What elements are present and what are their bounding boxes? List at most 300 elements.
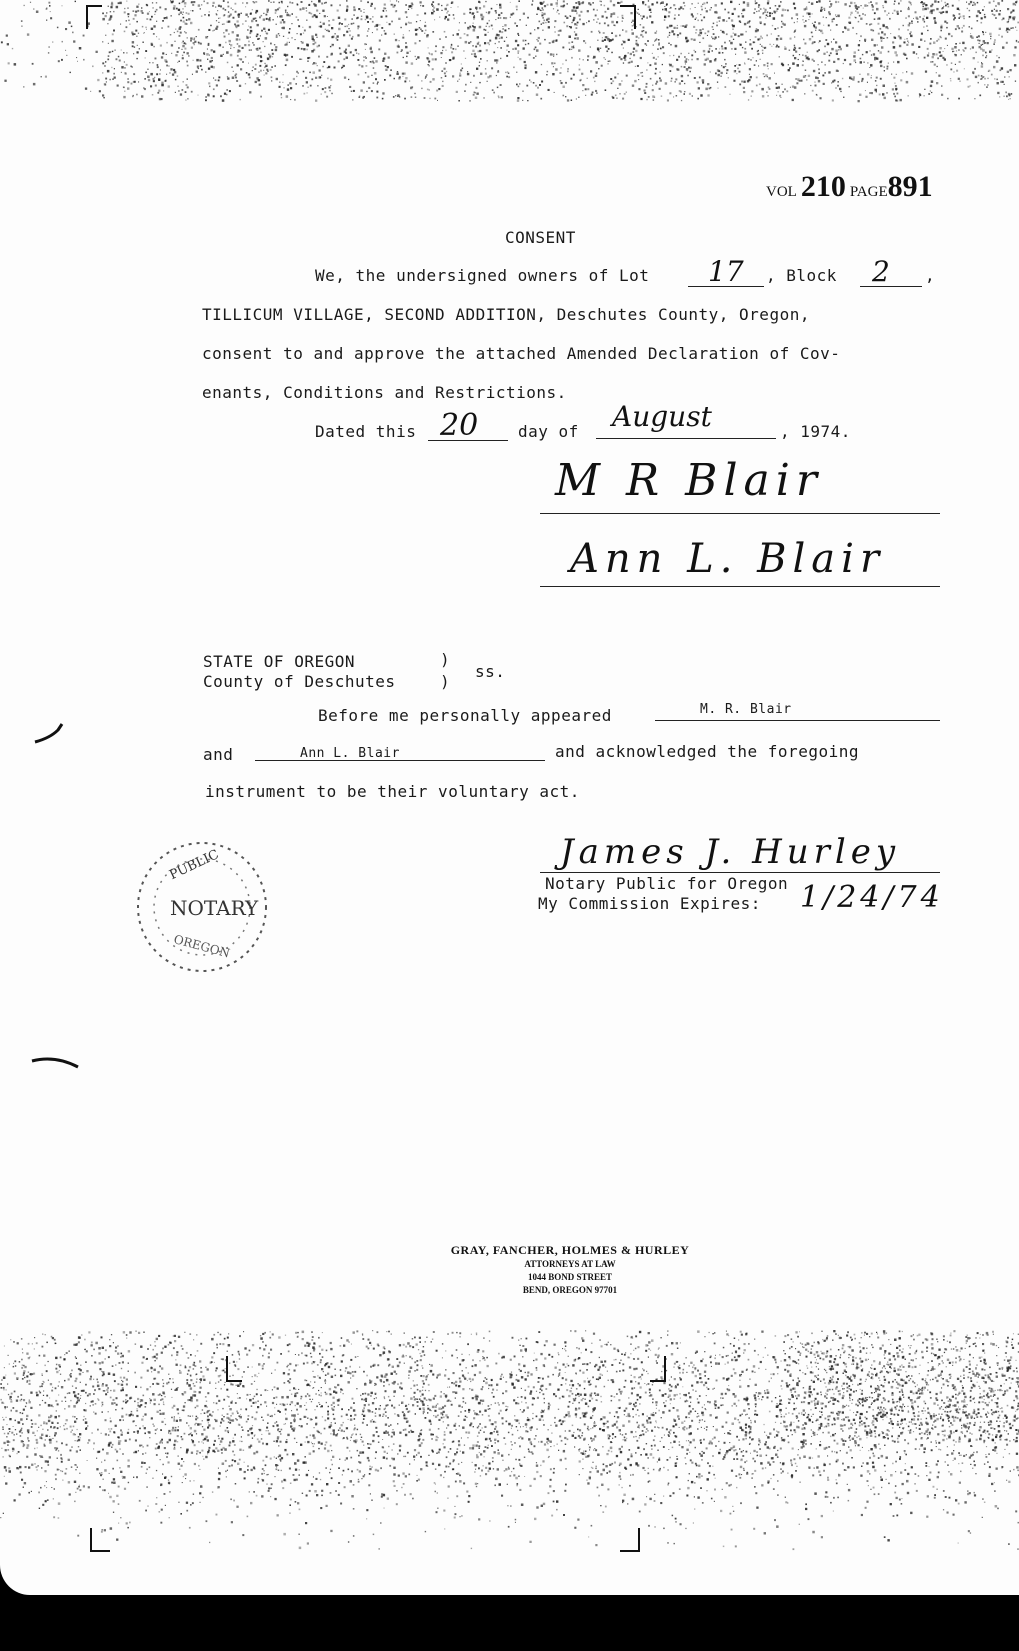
noise-speck bbox=[963, 1426, 964, 1427]
noise-speck bbox=[201, 69, 203, 71]
noise-speck bbox=[317, 65, 318, 66]
noise-speck bbox=[449, 1387, 450, 1388]
noise-speck bbox=[483, 1357, 485, 1359]
noise-speck bbox=[576, 1347, 577, 1348]
noise-speck bbox=[764, 1390, 765, 1391]
noise-speck bbox=[645, 4, 647, 6]
noise-speck bbox=[756, 1507, 758, 1509]
noise-speck bbox=[916, 53, 917, 54]
noise-speck bbox=[146, 1358, 148, 1360]
noise-speck bbox=[111, 1482, 113, 1484]
noise-speck bbox=[724, 42, 726, 44]
noise-speck bbox=[912, 1381, 914, 1383]
noise-speck bbox=[622, 1363, 624, 1365]
noise-speck bbox=[963, 25, 965, 27]
noise-speck bbox=[327, 16, 328, 17]
noise-speck bbox=[465, 58, 466, 59]
noise-speck bbox=[199, 1469, 200, 1470]
noise-speck bbox=[301, 1, 303, 3]
noise-speck bbox=[700, 14, 701, 15]
noise-speck bbox=[661, 1417, 662, 1418]
noise-speck bbox=[405, 42, 407, 44]
noise-speck bbox=[475, 1464, 477, 1466]
noise-speck bbox=[534, 49, 536, 51]
noise-speck bbox=[992, 1440, 994, 1442]
noise-speck bbox=[481, 16, 482, 17]
noise-speck bbox=[564, 22, 566, 24]
noise-speck bbox=[75, 1387, 77, 1389]
noise-speck bbox=[672, 66, 674, 68]
noise-speck bbox=[77, 1488, 79, 1490]
noise-speck bbox=[254, 2, 256, 4]
noise-speck bbox=[869, 24, 871, 26]
noise-speck bbox=[297, 33, 298, 34]
noise-speck bbox=[967, 1417, 969, 1419]
noise-speck bbox=[772, 25, 773, 26]
noise-speck bbox=[182, 8, 183, 9]
noise-speck bbox=[50, 17, 52, 19]
noise-speck bbox=[213, 66, 215, 68]
noise-speck bbox=[860, 1360, 863, 1363]
noise-speck bbox=[133, 10, 135, 12]
noise-speck bbox=[1000, 69, 1002, 71]
noise-speck bbox=[140, 1377, 142, 1379]
noise-speck bbox=[414, 1459, 415, 1460]
noise-speck bbox=[471, 1334, 472, 1335]
noise-speck bbox=[431, 53, 433, 55]
noise-speck bbox=[23, 1446, 25, 1448]
noise-speck bbox=[997, 1431, 999, 1433]
noise-speck bbox=[260, 55, 262, 57]
noise-speck bbox=[203, 1439, 205, 1441]
noise-speck bbox=[662, 1394, 665, 1397]
noise-speck bbox=[314, 1427, 315, 1428]
noise-speck bbox=[603, 57, 604, 58]
noise-speck bbox=[548, 1354, 550, 1356]
noise-speck bbox=[478, 51, 480, 53]
noise-speck bbox=[832, 1389, 833, 1390]
noise-speck bbox=[911, 1375, 912, 1376]
noise-speck bbox=[695, 32, 696, 33]
noise-speck bbox=[465, 22, 466, 23]
noise-speck bbox=[686, 58, 688, 60]
noise-speck bbox=[1001, 1411, 1003, 1413]
noise-speck bbox=[623, 41, 625, 43]
noise-speck bbox=[488, 11, 490, 13]
noise-speck bbox=[829, 1360, 832, 1363]
noise-speck bbox=[472, 25, 473, 26]
noise-speck bbox=[235, 1402, 237, 1404]
noise-speck bbox=[538, 37, 540, 39]
noise-speck bbox=[370, 5, 372, 7]
noise-speck bbox=[815, 30, 816, 31]
noise-speck bbox=[947, 1341, 948, 1342]
noise-speck bbox=[1016, 1381, 1018, 1383]
noise-speck bbox=[497, 87, 499, 89]
noise-speck bbox=[699, 42, 700, 43]
noise-speck bbox=[749, 1431, 751, 1433]
noise-speck bbox=[206, 1411, 208, 1413]
noise-speck bbox=[221, 1418, 222, 1419]
noise-speck bbox=[432, 58, 434, 60]
noise-speck bbox=[976, 1439, 978, 1441]
noise-speck bbox=[714, 59, 716, 61]
noise-speck bbox=[16, 1467, 18, 1469]
noise-speck bbox=[995, 1446, 997, 1448]
noise-speck bbox=[385, 65, 387, 67]
noise-speck bbox=[950, 78, 951, 79]
noise-speck bbox=[149, 11, 150, 12]
noise-speck bbox=[987, 84, 988, 85]
noise-speck bbox=[970, 1, 972, 3]
noise-speck bbox=[131, 66, 133, 68]
noise-speck bbox=[397, 96, 398, 97]
noise-speck bbox=[855, 17, 856, 18]
noise-speck bbox=[971, 37, 973, 39]
noise-speck bbox=[73, 1426, 75, 1428]
noise-speck bbox=[474, 17, 475, 18]
noise-speck bbox=[293, 1419, 295, 1421]
noise-speck bbox=[870, 77, 872, 79]
noise-speck bbox=[953, 1431, 955, 1433]
noise-speck bbox=[102, 41, 103, 42]
noise-speck bbox=[388, 1358, 390, 1360]
noise-speck bbox=[809, 2, 810, 3]
noise-speck bbox=[524, 61, 526, 63]
noise-speck bbox=[820, 10, 822, 12]
noise-speck bbox=[317, 85, 318, 86]
noise-speck bbox=[629, 58, 630, 59]
noise-speck bbox=[805, 1503, 807, 1505]
noise-speck bbox=[528, 43, 530, 45]
noise-speck bbox=[72, 1416, 74, 1418]
noise-speck bbox=[371, 90, 373, 92]
noise-speck bbox=[956, 50, 957, 51]
noise-speck bbox=[775, 1422, 776, 1423]
noise-speck bbox=[788, 64, 789, 65]
noise-speck bbox=[421, 88, 422, 89]
noise-speck bbox=[111, 1447, 112, 1448]
noise-speck bbox=[404, 1418, 406, 1420]
noise-speck bbox=[760, 1361, 762, 1363]
noise-speck bbox=[455, 1398, 456, 1399]
noise-speck bbox=[405, 23, 407, 25]
noise-speck bbox=[229, 44, 230, 45]
noise-speck bbox=[510, 2, 511, 3]
noise-speck bbox=[806, 1392, 807, 1393]
noise-speck bbox=[675, 8, 677, 10]
noise-speck bbox=[465, 84, 467, 86]
noise-speck bbox=[595, 90, 597, 92]
noise-speck bbox=[530, 1390, 532, 1392]
noise-speck bbox=[665, 8, 668, 11]
noise-speck bbox=[542, 12, 544, 14]
noise-speck bbox=[122, 1355, 124, 1357]
noise-speck bbox=[582, 1372, 584, 1374]
noise-speck bbox=[921, 1424, 923, 1426]
noise-speck bbox=[62, 41, 64, 43]
noise-speck bbox=[580, 11, 582, 13]
noise-speck bbox=[600, 4, 602, 6]
noise-speck bbox=[778, 91, 779, 92]
noise-speck bbox=[600, 48, 601, 49]
noise-speck bbox=[524, 67, 526, 69]
noise-speck bbox=[947, 1512, 949, 1514]
noise-speck bbox=[71, 1370, 73, 1372]
noise-speck bbox=[291, 1428, 293, 1430]
noise-speck bbox=[974, 1397, 975, 1398]
noise-speck bbox=[700, 94, 702, 96]
noise-speck bbox=[1004, 76, 1005, 77]
noise-speck bbox=[840, 91, 841, 92]
noise-speck bbox=[351, 23, 353, 25]
noise-speck bbox=[998, 1430, 1001, 1433]
noise-speck bbox=[939, 55, 941, 57]
noise-speck bbox=[876, 8, 879, 10]
noise-speck bbox=[311, 1483, 313, 1485]
noise-speck bbox=[782, 1463, 784, 1465]
noise-speck bbox=[882, 1385, 884, 1387]
noise-speck bbox=[482, 1358, 484, 1360]
noise-speck bbox=[361, 1478, 362, 1479]
noise-speck bbox=[705, 88, 708, 91]
noise-speck bbox=[862, 1405, 864, 1407]
noise-speck bbox=[187, 52, 189, 54]
noise-speck bbox=[885, 26, 887, 28]
noise-speck bbox=[950, 1422, 952, 1424]
noise-speck bbox=[168, 1374, 169, 1375]
noise-speck bbox=[613, 25, 614, 26]
noise-speck bbox=[809, 16, 810, 17]
noise-speck bbox=[410, 22, 412, 24]
noise-speck bbox=[151, 1418, 153, 1420]
noise-speck bbox=[451, 1382, 453, 1384]
noise-speck bbox=[496, 4, 497, 5]
noise-speck bbox=[975, 1337, 977, 1339]
noise-speck bbox=[715, 1429, 718, 1432]
noise-speck bbox=[545, 22, 546, 23]
noise-speck bbox=[234, 1460, 236, 1462]
noise-speck bbox=[484, 34, 486, 36]
noise-speck bbox=[864, 1425, 866, 1427]
noise-speck bbox=[426, 35, 428, 37]
noise-speck bbox=[914, 1401, 916, 1403]
noise-speck bbox=[684, 93, 686, 95]
noise-speck bbox=[872, 9, 874, 11]
noise-speck bbox=[1002, 81, 1004, 83]
noise-speck bbox=[152, 62, 153, 63]
noise-speck bbox=[842, 1463, 844, 1465]
noise-speck bbox=[773, 11, 775, 13]
noise-speck bbox=[451, 7, 452, 8]
noise-speck bbox=[328, 66, 330, 68]
noise-speck bbox=[780, 1462, 781, 1463]
noise-speck bbox=[805, 1440, 807, 1442]
noise-speck bbox=[469, 26, 471, 28]
noise-speck bbox=[190, 10, 191, 11]
noise-speck bbox=[34, 1348, 35, 1349]
noise-speck bbox=[445, 75, 446, 76]
noise-speck bbox=[105, 61, 106, 62]
noise-speck bbox=[649, 15, 651, 17]
noise-speck bbox=[397, 1423, 398, 1424]
noise-speck bbox=[945, 5, 947, 7]
noise-speck bbox=[778, 5, 780, 7]
noise-speck bbox=[265, 1464, 267, 1466]
noise-speck bbox=[818, 1455, 820, 1457]
noise-speck bbox=[603, 32, 605, 34]
noise-speck bbox=[984, 43, 985, 44]
noise-speck bbox=[844, 59, 846, 61]
noise-speck bbox=[673, 1432, 675, 1434]
noise-speck bbox=[338, 1398, 340, 1400]
noise-speck bbox=[945, 38, 947, 40]
noise-speck bbox=[878, 1406, 879, 1407]
noise-speck bbox=[313, 62, 315, 64]
noise-speck bbox=[1016, 1440, 1018, 1442]
noise-speck bbox=[184, 1391, 186, 1393]
noise-speck bbox=[368, 1447, 370, 1449]
noise-speck bbox=[803, 39, 805, 41]
noise-speck bbox=[156, 21, 157, 22]
noise-speck bbox=[447, 1416, 449, 1418]
noise-speck bbox=[833, 61, 835, 63]
noise-speck bbox=[75, 1380, 77, 1382]
noise-speck bbox=[600, 1418, 602, 1420]
noise-speck bbox=[794, 36, 795, 37]
noise-speck bbox=[498, 95, 500, 97]
noise-speck bbox=[669, 32, 671, 34]
noise-speck bbox=[992, 13, 994, 15]
noise-speck bbox=[617, 17, 618, 18]
noise-speck bbox=[601, 65, 603, 67]
noise-speck bbox=[594, 1366, 596, 1368]
noise-speck bbox=[638, 1382, 640, 1384]
noise-speck bbox=[460, 69, 462, 71]
noise-speck bbox=[481, 18, 483, 20]
noise-speck bbox=[741, 13, 742, 14]
noise-speck bbox=[429, 98, 430, 99]
noise-speck bbox=[362, 1335, 363, 1336]
noise-speck bbox=[871, 39, 873, 41]
noise-speck bbox=[587, 88, 589, 90]
noise-speck bbox=[493, 1396, 495, 1398]
noise-speck bbox=[376, 97, 378, 99]
noise-speck bbox=[763, 64, 765, 66]
noise-speck bbox=[179, 3, 181, 5]
noise-speck bbox=[252, 9, 253, 10]
noise-speck bbox=[436, 90, 438, 92]
noise-speck bbox=[183, 0, 184, 1]
noise-speck bbox=[883, 1436, 885, 1438]
noise-speck bbox=[419, 40, 421, 42]
noise-speck bbox=[908, 8, 910, 10]
noise-speck bbox=[273, 1, 275, 3]
noise-speck bbox=[952, 1416, 954, 1418]
noise-speck bbox=[368, 1443, 370, 1445]
noise-speck bbox=[427, 58, 429, 60]
noise-speck bbox=[39, 1391, 40, 1392]
noise-speck bbox=[638, 79, 639, 80]
noise-speck bbox=[74, 1464, 76, 1466]
noise-speck bbox=[802, 1343, 804, 1345]
noise-speck bbox=[154, 1360, 155, 1361]
noise-speck bbox=[855, 1357, 856, 1358]
noise-speck bbox=[649, 1498, 651, 1500]
noise-speck bbox=[1001, 19, 1002, 20]
noise-speck bbox=[673, 1407, 675, 1409]
noise-speck bbox=[664, 1435, 665, 1436]
noise-speck bbox=[591, 31, 593, 33]
noise-speck bbox=[910, 1378, 911, 1379]
noise-speck bbox=[307, 1418, 308, 1419]
noise-speck bbox=[31, 1420, 33, 1422]
noise-speck bbox=[285, 1449, 286, 1450]
noise-speck bbox=[631, 29, 633, 31]
noise-speck bbox=[270, 1458, 272, 1460]
noise-speck bbox=[21, 25, 23, 27]
noise-speck bbox=[164, 17, 166, 19]
noise-speck bbox=[658, 42, 660, 44]
noise-speck bbox=[9, 1431, 10, 1432]
noise-speck bbox=[773, 17, 776, 20]
noise-speck bbox=[678, 8, 680, 10]
noise-speck bbox=[359, 1451, 362, 1454]
noise-speck bbox=[564, 1349, 565, 1350]
noise-speck bbox=[262, 60, 263, 61]
noise-speck bbox=[288, 32, 290, 34]
noise-speck bbox=[835, 1355, 837, 1357]
noise-speck bbox=[699, 1377, 701, 1379]
noise-speck bbox=[331, 36, 333, 38]
noise-speck bbox=[868, 1406, 870, 1408]
noise-speck bbox=[701, 1412, 704, 1415]
noise-speck bbox=[625, 1380, 627, 1382]
noise-speck bbox=[193, 1, 195, 3]
noise-speck bbox=[992, 1428, 993, 1429]
noise-speck bbox=[164, 1493, 166, 1495]
noise-speck bbox=[705, 33, 707, 35]
noise-speck bbox=[321, 1495, 323, 1497]
noise-speck bbox=[548, 1456, 549, 1457]
noise-speck bbox=[869, 92, 871, 94]
noise-speck bbox=[576, 27, 578, 29]
noise-speck bbox=[880, 78, 882, 80]
noise-speck bbox=[981, 1368, 983, 1370]
noise-speck bbox=[625, 30, 627, 32]
noise-speck bbox=[862, 1368, 863, 1369]
noise-speck bbox=[238, 13, 240, 15]
noise-speck bbox=[675, 45, 678, 48]
noise-speck bbox=[784, 88, 786, 90]
noise-speck bbox=[815, 1398, 817, 1400]
noise-speck bbox=[166, 54, 167, 55]
noise-speck bbox=[744, 1461, 746, 1463]
noise-speck bbox=[763, 73, 765, 75]
noise-speck bbox=[63, 1425, 64, 1426]
noise-speck bbox=[266, 18, 268, 20]
noise-speck bbox=[877, 1394, 879, 1396]
noise-speck bbox=[620, 1433, 621, 1434]
noise-speck bbox=[455, 1392, 457, 1394]
noise-speck bbox=[855, 5, 857, 7]
noise-speck bbox=[119, 1419, 121, 1421]
noise-speck bbox=[778, 35, 780, 37]
noise-speck bbox=[851, 12, 853, 14]
noise-speck bbox=[32, 63, 34, 65]
noise-speck bbox=[41, 1385, 43, 1387]
noise-speck bbox=[693, 39, 695, 41]
